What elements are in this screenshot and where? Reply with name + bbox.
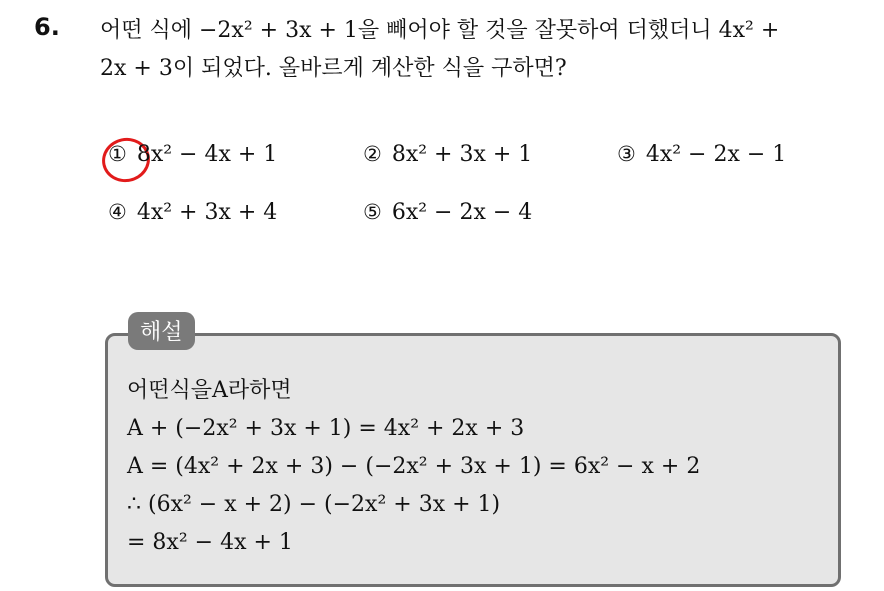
choice-3[interactable]: [617, 142, 786, 167]
choice-marker: ④: [108, 200, 127, 224]
problem-text-part: 어떤 식에: [100, 18, 199, 43]
solution-line: 어떤식을A라하면: [127, 378, 292, 403]
solution-body: [127, 372, 700, 562]
choice-4[interactable]: [108, 200, 277, 225]
solution-line: A + (−2x² + 3x + 1) = 4x² + 2x + 3: [127, 416, 525, 441]
solution-line: A = (4x² + 2x + 3) − (−2x² + 3x + 1) = 6x² − x + 2: [127, 454, 701, 479]
result-expression-a: 4x² +: [718, 18, 780, 43]
choice-expression: 8x² + 3x + 1: [391, 142, 533, 167]
problem-text-part: 이 되었다. 올바르게 계산한 식을 구하면?: [172, 56, 567, 81]
solution-tag: 해설: [128, 312, 195, 350]
choice-expression: 8x² − 4x + 1: [136, 142, 278, 167]
choice-5[interactable]: [363, 200, 532, 225]
choice-marker: ①: [108, 142, 127, 166]
choice-expression: 6x² − 2x − 4: [391, 200, 533, 225]
choice-marker: ⑤: [363, 200, 382, 224]
problem-text-part: 을 빼어야 할 것을 잘못하여 더했더니: [357, 18, 719, 43]
result-expression-b: 2x + 3: [100, 56, 173, 81]
choice-expression: 4x² − 2x − 1: [645, 142, 787, 167]
wrong-expression: −2x² + 3x + 1: [199, 18, 358, 43]
choice-2[interactable]: [363, 142, 532, 167]
solution-line: = 8x² − 4x + 1: [127, 530, 293, 555]
choice-expression: 4x² + 3x + 4: [136, 200, 278, 225]
problem-number: 6.: [34, 13, 60, 41]
solution-line: ∴ (6x² − x + 2) − (−2x² + 3x + 1): [127, 492, 501, 517]
choice-1[interactable]: [108, 142, 277, 167]
choice-marker: ③: [617, 142, 636, 166]
choice-marker: ②: [363, 142, 382, 166]
problem-text: [100, 12, 870, 88]
